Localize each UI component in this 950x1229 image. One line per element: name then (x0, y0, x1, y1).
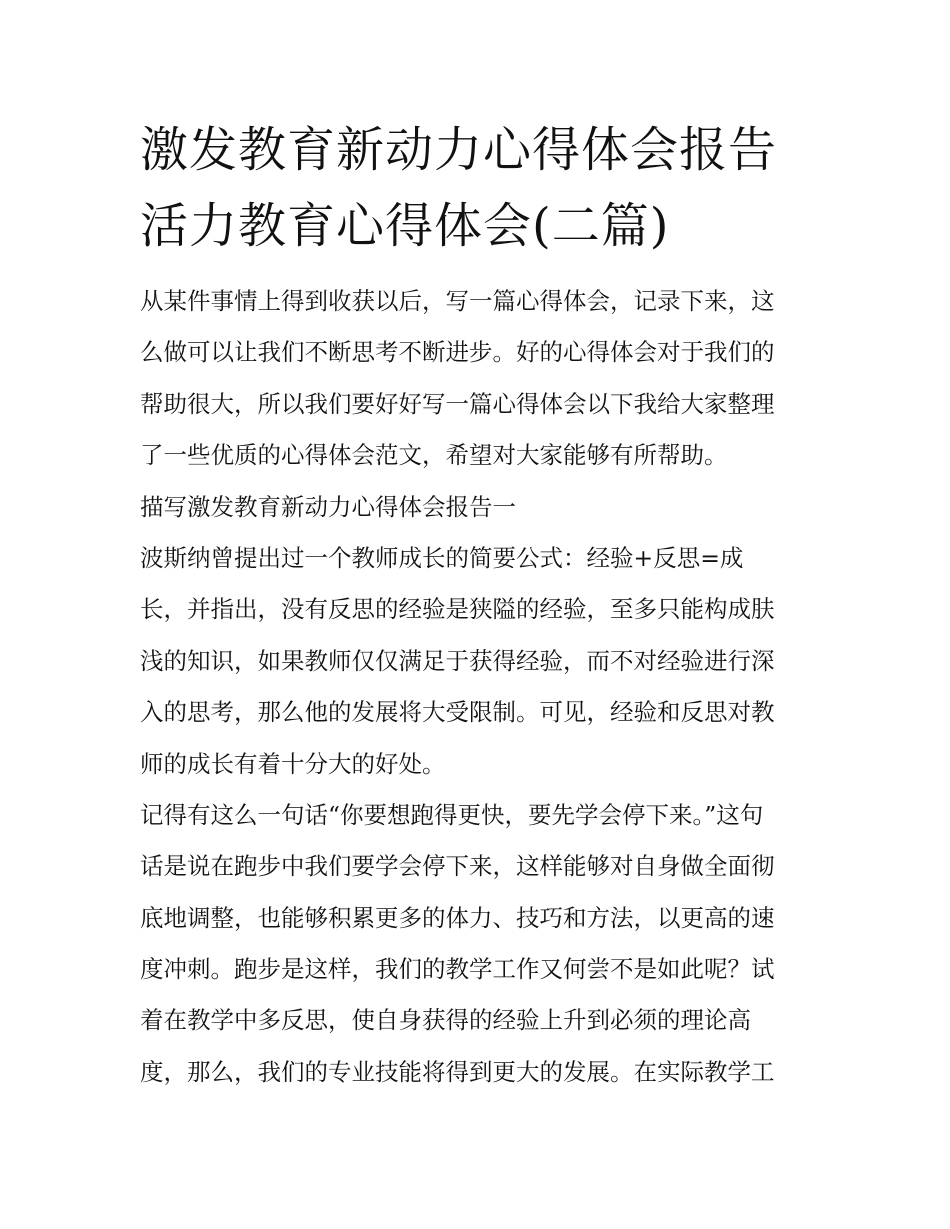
body-line-14: 度冲刺。跑步是这样，我们的教学工作又何尝不是如此呢？试 (140, 955, 775, 984)
body-line-12: 话是说在跑步中我们要学会停下来，这样能够对自身做全面彻 (140, 852, 775, 881)
body-line-16: 度，那么，我们的专业技能将得到更大的发展。在实际教学工 (140, 1057, 775, 1086)
body-line-2: 么做可以让我们不断思考不断进步。好的心得体会对于我们的 (140, 338, 775, 367)
body-line-9: 入的思考，那么他的发展将大受限制。可见，经验和反思对教 (140, 698, 775, 727)
section-heading: 描写激发教育新动力心得体会报告一 (140, 492, 516, 521)
body-line-13: 底地调整，也能够积累更多的体力、技巧和方法，以更高的速 (140, 903, 775, 932)
body-line-3: 帮助很大，所以我们要好好写一篇心得体会以下我给大家整理 (140, 389, 775, 418)
body-line-8: 浅的知识，如果教师仅仅满足于获得经验，而不对经验进行深 (140, 646, 775, 675)
title-line-1: 激发教育新动力心得体会报告 (140, 122, 778, 178)
body-line-7: 长，并指出，没有反思的经验是狭隘的经验，至多只能构成肤 (140, 595, 775, 624)
body-line-4: 了一些优质的心得体会范文，希望对大家能够有所帮助。 (140, 441, 728, 470)
body-line-11: 记得有这么一句话“你要想跑得更快，要先学会停下来。”这句 (140, 800, 764, 829)
body-line-10: 师的成长有着十分大的好处。 (140, 749, 446, 778)
body-line-6: 波斯纳曾提出过一个教师成长的简要公式：经验+反思=成 (140, 543, 744, 572)
document-body (140, 276, 814, 1098)
body-line-1: 从某件事情上得到收获以后，写一篇心得体会，记录下来，这 (140, 287, 775, 315)
document-title (140, 112, 820, 264)
title-line-2: 活力教育心得体会(二篇) (140, 198, 670, 254)
body-line-15: 着在教学中多反思，使自身获得的经验上升到必须的理论高 (140, 1006, 751, 1035)
